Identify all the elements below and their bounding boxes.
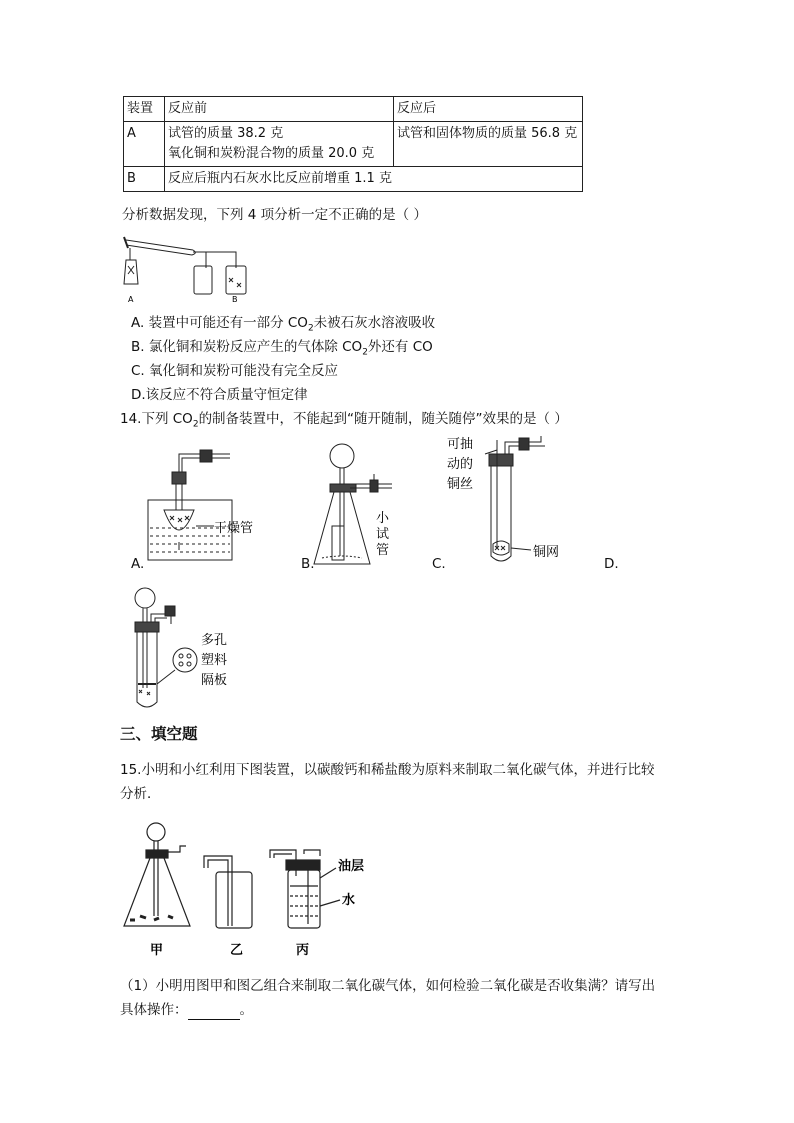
table-header-cell: 装置: [124, 97, 165, 122]
table-header-cell: 反应前: [165, 97, 394, 122]
subscript: 2: [362, 347, 368, 358]
q15-apparatus-figure: [120, 816, 370, 962]
table-cell: 反应后瓶内石灰水比反应前增重 1.1 克: [165, 167, 583, 192]
q14-label-c: C.: [432, 556, 446, 572]
table-cell: 试管和固体物质的质量 56.8 克: [394, 122, 583, 167]
answer-suffix: 。: [239, 1002, 253, 1018]
table-cell: B: [124, 167, 165, 192]
apparatus-a-figure: [140, 440, 280, 568]
subscript: 2: [192, 419, 199, 430]
q13-option-c: C. 氧化铜和炭粉可能没有完全反应: [131, 363, 339, 379]
q14-label-b: B.: [301, 556, 315, 572]
stem-text: 的制备装置中，不能起到“随开随制，随关随停”效果的是（ ）: [198, 411, 568, 427]
table-header-row: [124, 97, 583, 122]
option-text: 外还有 CO: [367, 339, 433, 355]
small-tube-label: 管: [376, 543, 390, 558]
fig-label-b: B: [232, 295, 238, 304]
apparatus-d-figure: [125, 584, 245, 712]
table-row: [124, 122, 583, 167]
q14-label-a: A.: [131, 556, 145, 572]
q15-part1-line1: （1）小明用图甲和图乙组合来制取二氧化碳气体，如何检验二氧化碳是否收集满？请写出: [120, 978, 656, 994]
option-text: A. 装置中可能还有一部分 CO: [131, 315, 308, 331]
option-text: B. 氯化铜和炭粉反应产生的气体除 CO: [131, 339, 363, 355]
q14-stem: [120, 409, 568, 435]
q15-part1-line2: [120, 1000, 253, 1020]
drying-tube-label: 干燥管: [214, 521, 254, 536]
table-cell: [165, 122, 394, 167]
subscript: 2: [307, 323, 314, 334]
q13-apparatus-figure: [118, 228, 258, 308]
table-row: [124, 167, 583, 192]
small-tube-label: 试: [376, 527, 390, 542]
experiment-data-table: [123, 96, 583, 192]
oil-layer-label: 油层: [338, 859, 365, 874]
section-title: 三、填空题: [120, 725, 198, 743]
table-cell-line: 氧化铜和炭粉混合物的质量 20.0 克: [168, 146, 375, 161]
table-cell: A: [124, 122, 165, 167]
copper-wire-label: 动的: [447, 457, 474, 472]
table-header-cell: 反应后: [394, 97, 583, 122]
fig-label-yi: 乙: [230, 943, 244, 958]
copper-wire-label: 铜丝: [447, 477, 474, 492]
apparatus-b-figure: [312, 438, 402, 570]
fig-label-bing: 丙: [296, 943, 310, 958]
q15-stem-line1: 15.小明和小红利用下图装置，以碳酸钙和稀盐酸为原料来制取二氧化碳气体，并进行比较: [120, 762, 655, 778]
small-tube-label: 小: [376, 511, 390, 526]
option-text: 未被石灰水溶液吸收: [313, 315, 436, 331]
q14-label-d: D.: [604, 556, 619, 572]
copper-mesh-label: 铜网: [533, 545, 560, 560]
stem-text: 14.下列 CO: [120, 411, 193, 427]
fig-label-a: A: [128, 295, 134, 304]
copper-wire-label: 可抽: [447, 437, 474, 452]
q13-option-b: [131, 337, 433, 363]
q15-stem-line2: 分析．: [120, 786, 161, 802]
water-label: 水: [342, 893, 356, 908]
porous-plate-label: 塑料: [201, 653, 228, 668]
table-cell-line: 试管的质量 38.2 克: [168, 126, 284, 141]
q13-option-a: [131, 313, 435, 339]
porous-plate-label: 多孔: [201, 633, 228, 648]
answer-blank[interactable]: [188, 1005, 240, 1020]
q13-stem: 分析数据发现，下列 4 项分析一定不正确的是（ ）: [122, 207, 427, 223]
answer-prefix: 具体操作：: [120, 1002, 188, 1018]
fig-label-jia: 甲: [150, 943, 164, 958]
porous-plate-label: 隔板: [201, 673, 228, 688]
apparatus-c-figure: [445, 432, 585, 568]
q13-option-d: D.该反应不符合质量守恒定律: [131, 387, 308, 403]
